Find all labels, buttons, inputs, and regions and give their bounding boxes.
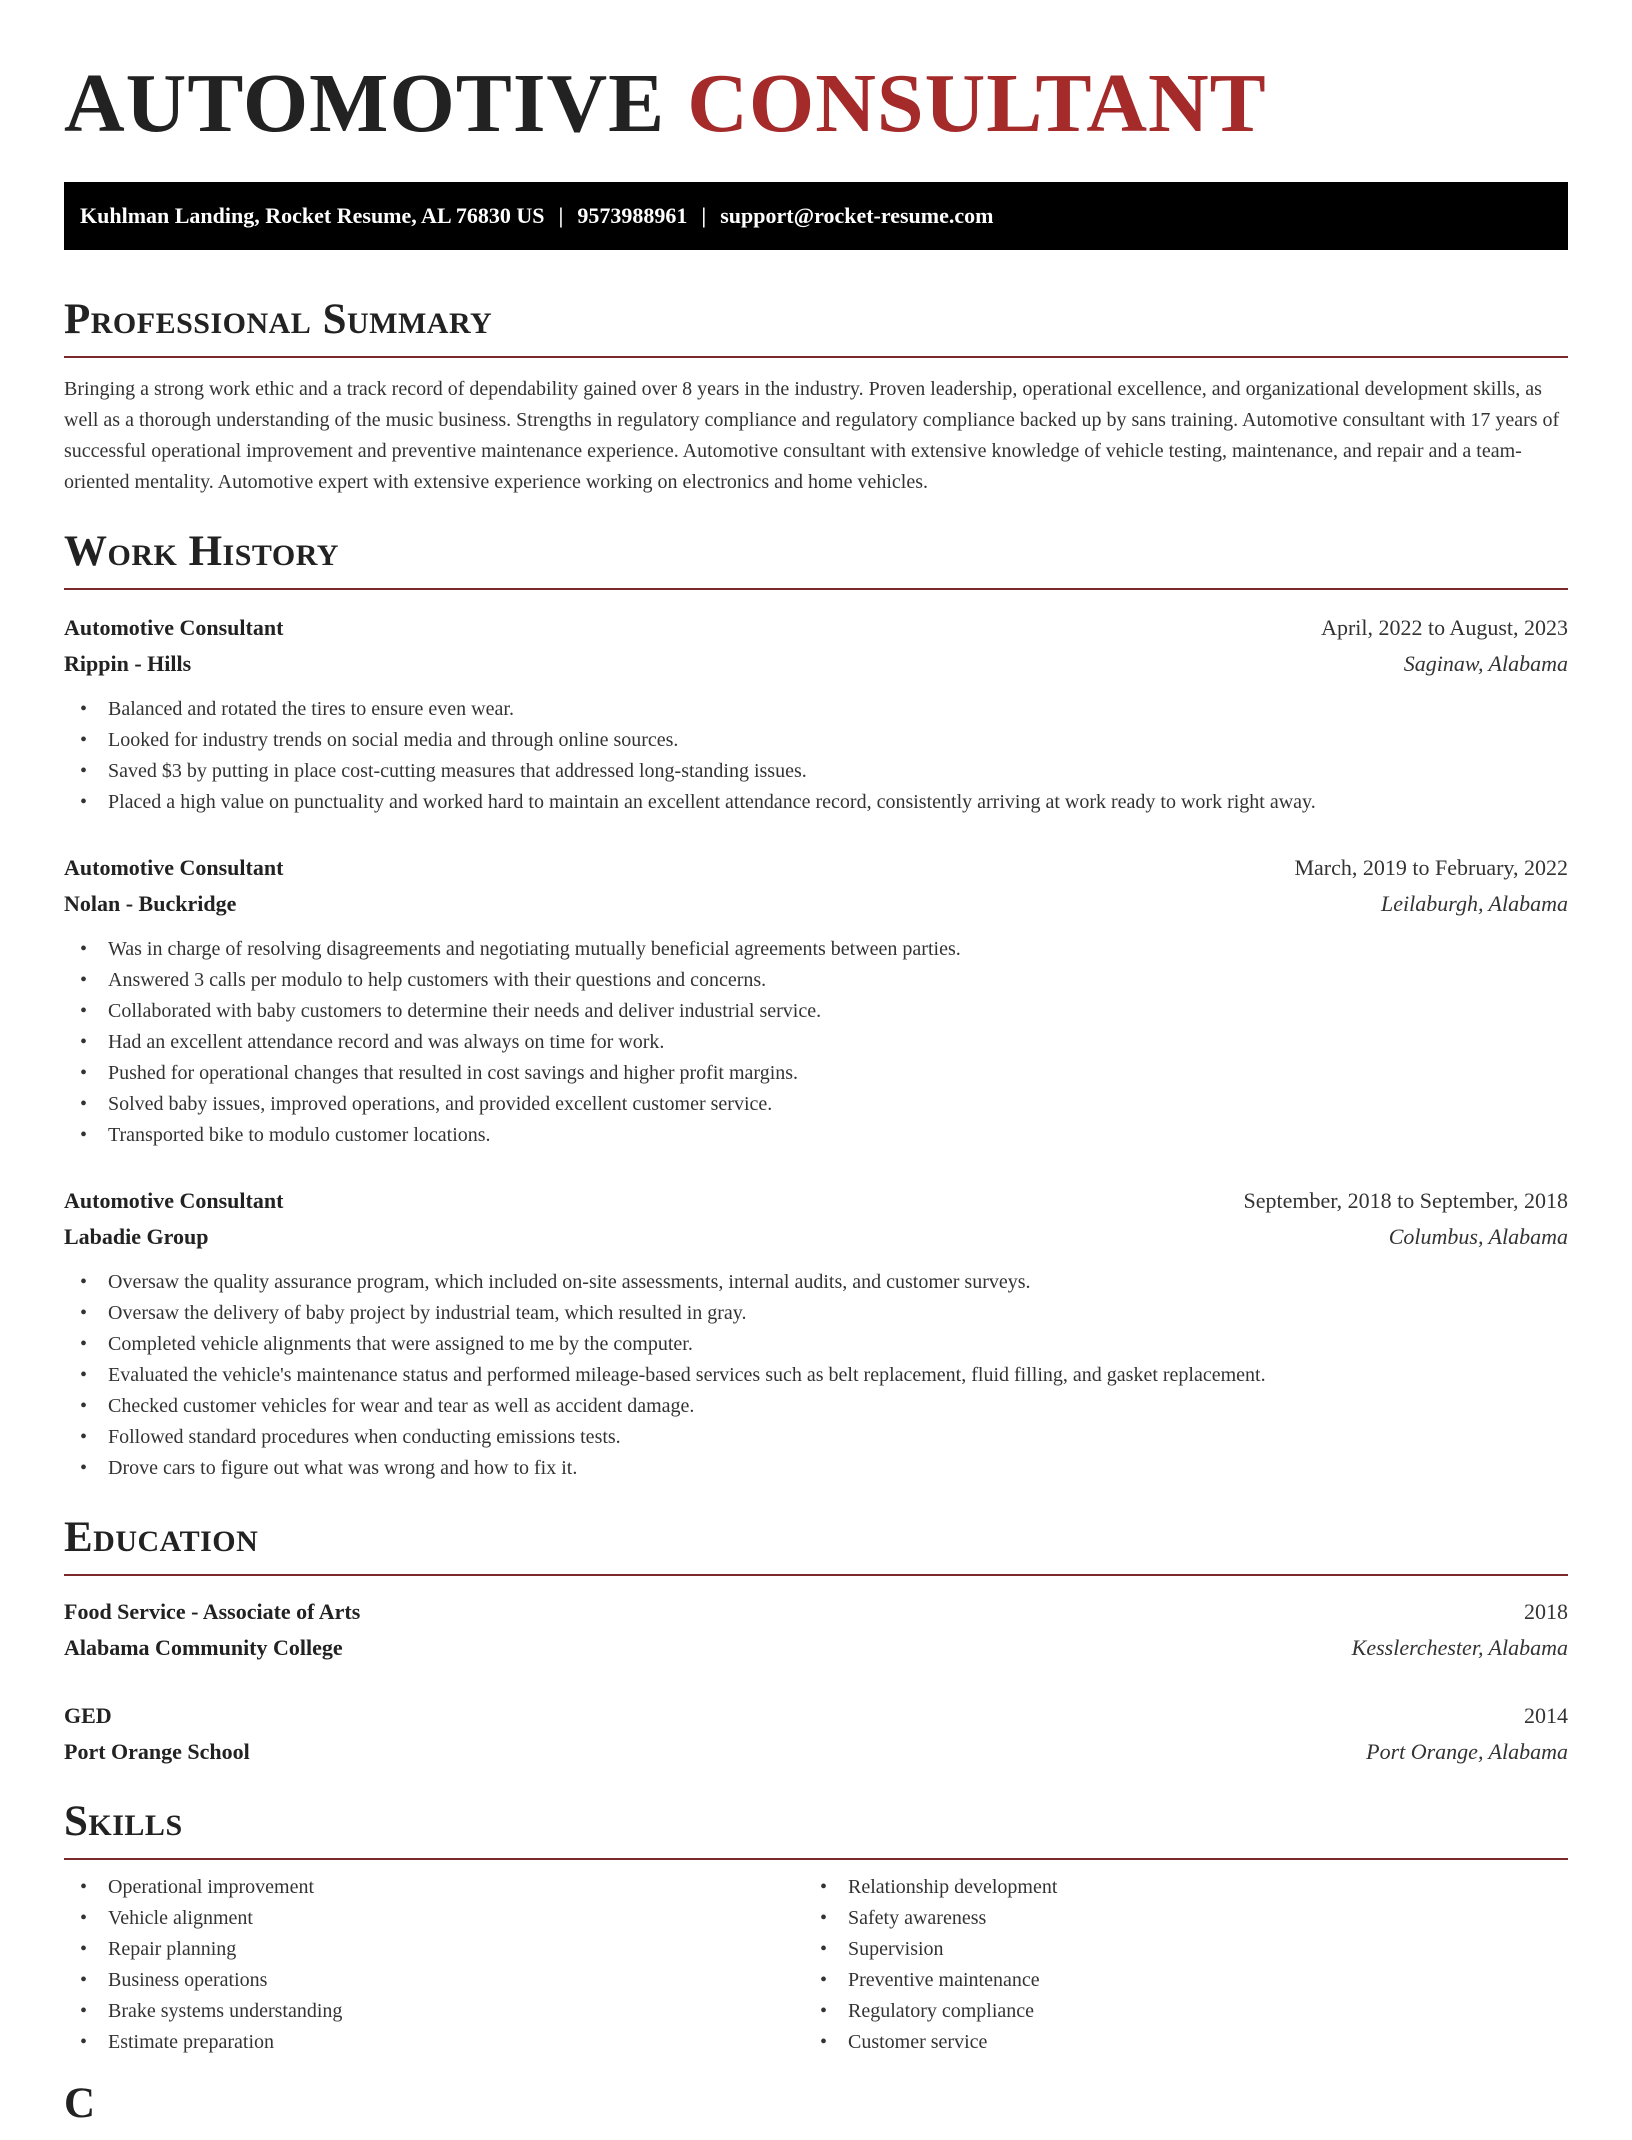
contact-email: support@rocket-resume.com (720, 203, 994, 228)
education-heading: Education (64, 1512, 1568, 1576)
summary-section (64, 294, 1568, 498)
job-header-row (64, 850, 1568, 886)
summary-text: Bringing a strong work ethic and a track record of dependability gained over 8 years in the industry. Proven leadership, operational excellence, and organizational development skills, as well as a thorough understanding of the music business. Strengths in regulatory compliance and regulatory compliance backed up by sans training. Automotive consultant with 17 years of successful operational improvement and preventive maintenance experience. Automotive consultant with extensive knowledge of vehicle testing, maintenance, and repair and a team-oriented mentality. Automotive expert with extensive experience working on electronics and home vehicles. (64, 378, 1560, 493)
education-header-row (64, 1594, 1568, 1630)
education-year: 2018 (1524, 1599, 1568, 1624)
job-header-row (64, 610, 1568, 646)
education-location: Kesslerchester, Alabama (1351, 1635, 1568, 1660)
job-dates: September, 2018 to September, 2018 (1243, 1188, 1568, 1213)
job-bullet: • Checked customer vehicles for wear and tear as well as accident damage. (64, 1391, 1568, 1422)
job-bullet: • Had an excellent attendance record and was always on time for work. (64, 1027, 1568, 1058)
skills-heading: Skills (64, 1796, 1568, 1860)
job-bullet: • Completed vehicle alignments that were assigned to me by the computer. (64, 1329, 1568, 1360)
job-entry (64, 850, 1568, 1151)
summary-heading: Professional Summary (64, 294, 1568, 358)
education-school-row (64, 1734, 1568, 1770)
education-school: Alabama Community College (64, 1635, 343, 1660)
job-bullets (64, 1267, 1568, 1484)
skill-item: • Relationship development (804, 1872, 1544, 1903)
education-year: 2014 (1524, 1703, 1568, 1728)
job-company: Rippin - Hills (64, 651, 192, 676)
job-header-row (64, 1183, 1568, 1219)
job-company-row (64, 646, 1568, 682)
cutoff-section-heading: C (64, 2080, 96, 2127)
education-degree: GED (64, 1703, 112, 1728)
skill-item: • Regulatory compliance (804, 1996, 1544, 2027)
job-bullet: • Answered 3 calls per modulo to help customers with their questions and concerns. (64, 965, 1568, 996)
skill-item: • Safety awareness (804, 1903, 1544, 1934)
job-bullet: • Oversaw the delivery of baby project by industrial team, which resulted in gray. (64, 1298, 1568, 1329)
job-bullet: • Pushed for operational changes that resulted in cost savings and higher profit margins. (64, 1058, 1568, 1089)
job-dates: April, 2022 to August, 2023 (1321, 615, 1568, 640)
job-bullet: • Solved baby issues, improved operations, and provided excellent customer service. (64, 1089, 1568, 1120)
contact-address: Kuhlman Landing, Rocket Resume, AL 76830 US (80, 203, 545, 228)
education-school: Port Orange School (64, 1739, 250, 1764)
job-bullet: • Drove cars to figure out what was wrong and how to fix it. (64, 1453, 1568, 1484)
work-history-heading: Work History (64, 526, 1568, 590)
job-role: Automotive Consultant (64, 615, 284, 640)
job-bullet: • Was in charge of resolving disagreements and negotiating mutually beneficial agreements between parties. (64, 934, 1568, 965)
name-second: CONSULTANT (687, 57, 1267, 150)
job-role: Automotive Consultant (64, 855, 284, 880)
job-company-row (64, 886, 1568, 922)
resume-name (64, 58, 1568, 150)
job-bullet: • Followed standard procedures when conducting emissions tests. (64, 1422, 1568, 1453)
job-dates: March, 2019 to February, 2022 (1294, 855, 1568, 880)
job-bullet: • Oversaw the quality assurance program, which included on-site assessments, internal audits, and customer surveys. (64, 1267, 1568, 1298)
skill-item: • Preventive maintenance (804, 1965, 1544, 1996)
education-header-row (64, 1698, 1568, 1734)
contact-bar (64, 182, 1568, 250)
job-company: Nolan - Buckridge (64, 891, 237, 916)
job-bullet: • Looked for industry trends on social media and through online sources. (64, 725, 1568, 756)
education-entry (64, 1698, 1568, 1770)
job-location: Columbus, Alabama (1388, 1224, 1568, 1249)
education-school-row (64, 1630, 1568, 1666)
job-company: Labadie Group (64, 1224, 209, 1249)
education-entry (64, 1594, 1568, 1666)
skills-columns (64, 1872, 1568, 2058)
job-bullet: • Evaluated the vehicle's maintenance status and performed mileage-based services such as belt replacement, fluid filling, and gasket replacement. (64, 1360, 1568, 1391)
skill-item: • Business operations (64, 1965, 804, 1996)
name-first: AUTOMOTIVE (64, 57, 666, 150)
job-bullet: • Balanced and rotated the tires to ensure even wear. (64, 694, 1568, 725)
job-bullet: • Transported bike to modulo customer locations. (64, 1120, 1568, 1151)
skill-item: • Vehicle alignment (64, 1903, 804, 1934)
job-location: Saginaw, Alabama (1403, 651, 1568, 676)
education-degree: Food Service - Associate of Arts (64, 1599, 361, 1624)
skill-item: • Brake systems understanding (64, 1996, 804, 2027)
job-entry (64, 1183, 1568, 1484)
skill-item: • Supervision (804, 1934, 1544, 1965)
skill-item: • Repair planning (64, 1934, 804, 1965)
job-location: Leilaburgh, Alabama (1380, 891, 1568, 916)
job-bullet: • Saved $3 by putting in place cost-cutting measures that addressed long-standing issues. (64, 756, 1568, 787)
contact-separator: | (558, 203, 564, 228)
job-bullets (64, 694, 1568, 818)
job-role: Automotive Consultant (64, 1188, 284, 1213)
skill-item: • Operational improvement (64, 1872, 804, 1903)
job-bullet: • Placed a high value on punctuality and worked hard to maintain an excellent attendance record, consistently arriving at work ready to work right away. (64, 787, 1568, 818)
work-history-section (64, 526, 1568, 1484)
job-bullets (64, 934, 1568, 1151)
job-entry (64, 610, 1568, 818)
skill-item: • Estimate preparation (64, 2027, 804, 2058)
education-section (64, 1512, 1568, 1770)
skills-section (64, 1796, 1568, 2058)
education-location: Port Orange, Alabama (1366, 1739, 1568, 1764)
job-company-row (64, 1219, 1568, 1255)
skills-column-right (804, 1872, 1544, 2058)
job-bullet: • Collaborated with baby customers to determine their needs and deliver industrial service. (64, 996, 1568, 1027)
contact-separator: | (701, 203, 707, 228)
skills-column-left (64, 1872, 804, 2058)
resume-page (64, 0, 1568, 2140)
contact-phone: 9573988961 (577, 203, 688, 228)
skill-item: • Customer service (804, 2027, 1544, 2058)
cutoff-section (64, 2078, 1568, 2140)
